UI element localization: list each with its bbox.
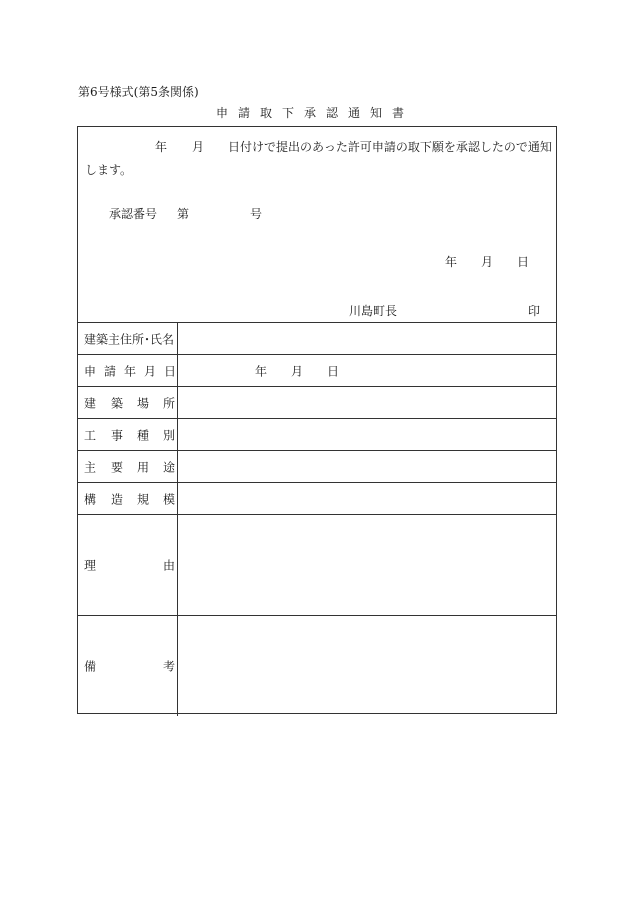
main-use-label: 主 要 用 途	[78, 451, 178, 482]
row-application-date	[78, 354, 556, 386]
structure-label: 構 造 規 模	[78, 483, 178, 514]
row-applicant	[78, 322, 556, 354]
row-location	[78, 386, 556, 418]
approval-number-go: 号	[250, 207, 263, 221]
reason-label: 理 由	[78, 515, 178, 615]
approval-number-dai: 第	[177, 207, 190, 221]
form-fields	[78, 322, 556, 716]
work-type-field[interactable]	[178, 419, 556, 450]
notice-date-year: 年	[445, 255, 458, 269]
notice-section	[78, 127, 556, 322]
seal-mark: 印	[528, 304, 541, 318]
row-remarks	[78, 615, 556, 716]
notice-date-month: 月	[481, 255, 494, 269]
row-structure	[78, 482, 556, 514]
year-label: 年	[155, 140, 168, 154]
structure-field[interactable]	[178, 483, 556, 514]
month-label: 月	[192, 140, 205, 154]
applicant-label: 建築主住所･氏名	[78, 323, 178, 354]
application-date-label: 申 請 年 月 日	[78, 355, 178, 386]
location-field[interactable]	[178, 387, 556, 418]
issuer-name: 川島町長	[349, 304, 398, 318]
work-type-label: 工 事 種 別	[78, 419, 178, 450]
remarks-label: 備 考	[78, 616, 178, 716]
notice-text-line1: 日付けで提出のあった許可申請の取下願を承認したので通知	[228, 140, 552, 154]
notice-date-day: 日	[517, 255, 530, 269]
form-number: 第6号様式(第5条関係)	[78, 85, 199, 99]
row-work-type	[78, 418, 556, 450]
notice-text-line2: します。	[85, 163, 133, 177]
row-reason	[78, 514, 556, 615]
application-date-field[interactable]: 年 月 日	[255, 364, 340, 378]
applicant-field[interactable]	[178, 323, 556, 354]
main-use-field[interactable]	[178, 451, 556, 482]
row-main-use	[78, 450, 556, 482]
location-label: 建 築 場 所	[78, 387, 178, 418]
remarks-field[interactable]	[178, 616, 556, 716]
document-title: 申請取下承認通知書	[215, 106, 414, 120]
reason-field[interactable]	[178, 515, 556, 615]
approval-number-label: 承認番号	[109, 207, 158, 221]
notice-form	[77, 126, 557, 714]
